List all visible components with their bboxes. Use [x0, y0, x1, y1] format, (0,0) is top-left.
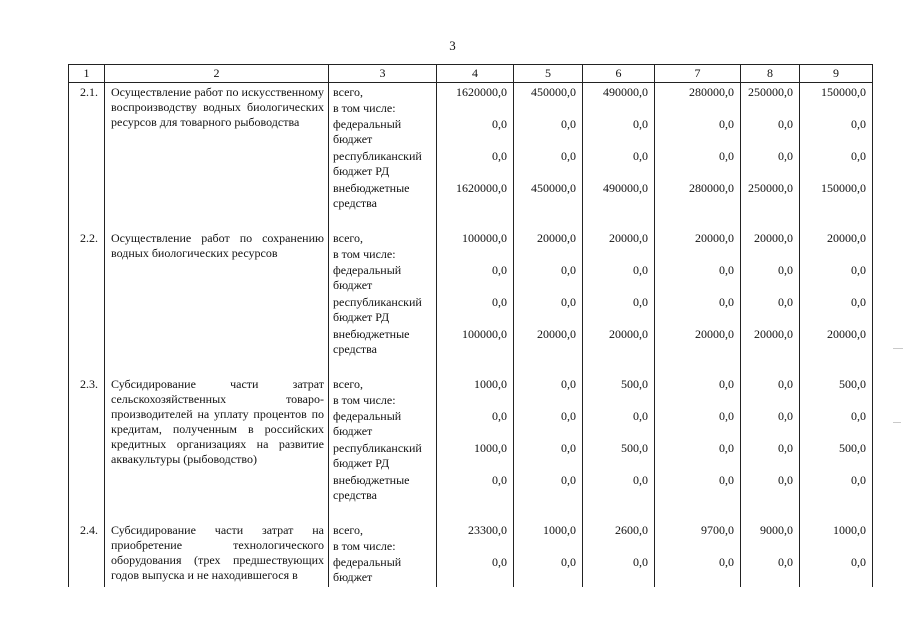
table-row	[69, 83, 873, 230]
amount-value: 250000,0	[748, 181, 793, 195]
amount-value	[655, 539, 734, 555]
amount-value	[800, 393, 866, 409]
column-number-4: 4	[437, 65, 514, 83]
amount-value: 20000,0	[609, 327, 648, 341]
year-value-column-4	[437, 83, 514, 230]
amount-value: 0,0	[492, 409, 507, 423]
funding-source-label: всего,	[333, 377, 364, 391]
column-number-8: 8	[741, 65, 800, 83]
funding-source-label: федеральный бюджет	[333, 409, 402, 438]
year-value-column-7	[655, 375, 741, 521]
amount-value: 500,0	[839, 377, 866, 391]
amount-value: 100000,0	[462, 231, 507, 245]
table-row	[69, 521, 873, 587]
year-value-column-4	[437, 521, 514, 587]
amount-value: 0,0	[851, 295, 866, 309]
year-value-column-6	[583, 83, 655, 230]
funding-source-label: федеральный бюджет	[333, 263, 402, 292]
amount-value: 280000,0	[689, 85, 734, 99]
table-row	[69, 375, 873, 521]
amount-value: 0,0	[778, 263, 793, 277]
amount-value: 150000,0	[821, 181, 866, 195]
amount-value	[437, 539, 507, 555]
amount-value	[437, 393, 507, 409]
amount-value: 0,0	[561, 473, 576, 487]
year-value-column-9	[800, 83, 873, 230]
amount-value: 0,0	[719, 295, 734, 309]
funding-source-label: всего,	[333, 231, 364, 245]
amount-value	[741, 393, 793, 409]
table-row	[69, 229, 873, 375]
amount-value	[514, 101, 576, 117]
amount-value	[583, 101, 648, 117]
program-funding-table	[68, 64, 873, 587]
amount-value: 9000,0	[760, 523, 793, 537]
amount-value: 0,0	[633, 473, 648, 487]
amount-value: 23300,0	[468, 523, 507, 537]
amount-value: 20000,0	[695, 231, 734, 245]
amount-value: 1000,0	[474, 441, 507, 455]
amount-value: 0,0	[719, 473, 734, 487]
funding-sources	[329, 229, 437, 375]
amount-value: 0,0	[492, 295, 507, 309]
item-number: 2.3.	[69, 375, 105, 521]
column-number-2: 2	[105, 65, 329, 83]
amount-value: 0,0	[851, 149, 866, 163]
funding-source-label: республиканский бюджет РД	[333, 441, 422, 470]
amount-value: 2600,0	[615, 523, 648, 537]
year-value-column-7	[655, 229, 741, 375]
amount-value	[514, 247, 576, 263]
amount-value: 0,0	[633, 263, 648, 277]
scan-mark-line	[893, 422, 901, 423]
year-value-column-8	[741, 83, 800, 230]
amount-value: 0,0	[719, 555, 734, 569]
amount-value: 0,0	[561, 149, 576, 163]
amount-value: 9700,0	[701, 523, 734, 537]
amount-value: 0,0	[719, 441, 734, 455]
amount-value	[514, 393, 576, 409]
column-number-6: 6	[583, 65, 655, 83]
amount-value: 0,0	[719, 409, 734, 423]
amount-value	[741, 247, 793, 263]
amount-value: 20000,0	[754, 327, 793, 341]
amount-value: 20000,0	[827, 327, 866, 341]
amount-value: 0,0	[561, 555, 576, 569]
funding-source-label: республиканский бюджет РД	[333, 295, 422, 324]
funding-source-label: в том числе:	[333, 393, 396, 407]
amount-value: 490000,0	[603, 181, 648, 195]
amount-value: 100000,0	[462, 327, 507, 341]
amount-value: 1000,0	[543, 523, 576, 537]
amount-value: 500,0	[621, 441, 648, 455]
funding-sources	[329, 375, 437, 521]
column-number-3: 3	[329, 65, 437, 83]
amount-value: 0,0	[851, 409, 866, 423]
amount-value: 0,0	[633, 409, 648, 423]
year-value-column-6	[583, 229, 655, 375]
activity-name: Осуществление работ по сохранению водных биологических ресурсов	[105, 229, 329, 375]
amount-value: 0,0	[719, 117, 734, 131]
funding-source-label: республиканский бюджет РД	[333, 149, 422, 178]
amount-value	[437, 101, 507, 117]
amount-value: 0,0	[633, 117, 648, 131]
year-value-column-7	[655, 521, 741, 587]
column-number-7: 7	[655, 65, 741, 83]
amount-value	[655, 101, 734, 117]
amount-value	[655, 247, 734, 263]
amount-value: 0,0	[719, 263, 734, 277]
funding-source-label: федеральный бюджет	[333, 117, 402, 146]
year-value-column-9	[800, 229, 873, 375]
amount-value: 500,0	[839, 441, 866, 455]
item-number: 2.4.	[69, 521, 105, 587]
column-number-1: 1	[69, 65, 105, 83]
amount-value: 0,0	[851, 473, 866, 487]
year-value-column-5	[514, 521, 583, 587]
amount-value: 0,0	[492, 149, 507, 163]
amount-value	[800, 247, 866, 263]
amount-value: 0,0	[561, 409, 576, 423]
amount-value	[437, 247, 507, 263]
amount-value: 250000,0	[748, 85, 793, 99]
amount-value: 0,0	[778, 149, 793, 163]
amount-value: 0,0	[561, 377, 576, 391]
year-value-column-4	[437, 229, 514, 375]
amount-value: 0,0	[719, 149, 734, 163]
amount-value: 1620000,0	[456, 85, 507, 99]
amount-value: 0,0	[778, 555, 793, 569]
amount-value: 20000,0	[537, 231, 576, 245]
year-value-column-8	[741, 375, 800, 521]
year-value-column-4	[437, 375, 514, 521]
year-value-column-6	[583, 521, 655, 587]
amount-value: 0,0	[778, 117, 793, 131]
amount-value	[583, 393, 648, 409]
year-value-column-8	[741, 521, 800, 587]
amount-value	[583, 539, 648, 555]
funding-sources	[329, 521, 437, 587]
amount-value: 20000,0	[827, 231, 866, 245]
amount-value: 150000,0	[821, 85, 866, 99]
amount-value: 0,0	[851, 117, 866, 131]
item-number: 2.1.	[69, 83, 105, 230]
activity-name: Субсидирование части затрат сельскохозяйственных товаро-производителей на уплату процентов по кредитам, полученным в российских кредитных организациях на развитие аквакультуры (рыбоводство)	[105, 375, 329, 521]
amount-value: 450000,0	[531, 181, 576, 195]
amount-value: 0,0	[492, 117, 507, 131]
funding-source-label: в том числе:	[333, 101, 396, 115]
amount-value: 1000,0	[833, 523, 866, 537]
page-number: 3	[449, 38, 456, 53]
amount-value: 1000,0	[474, 377, 507, 391]
funding-source-label: федеральный бюджет	[333, 555, 402, 584]
amount-value: 0,0	[633, 295, 648, 309]
amount-value: 0,0	[719, 377, 734, 391]
year-value-column-5	[514, 375, 583, 521]
year-value-column-5	[514, 229, 583, 375]
year-value-column-6	[583, 375, 655, 521]
funding-source-label: внебюджетные средства	[333, 473, 410, 502]
amount-value: 0,0	[492, 263, 507, 277]
year-value-column-7	[655, 83, 741, 230]
amount-value: 0,0	[561, 441, 576, 455]
amount-value: 20000,0	[754, 231, 793, 245]
year-value-column-9	[800, 521, 873, 587]
scan-mark-line	[893, 348, 903, 349]
funding-source-label: в том числе:	[333, 247, 396, 261]
amount-value: 0,0	[561, 117, 576, 131]
amount-value: 0,0	[561, 263, 576, 277]
amount-value: 0,0	[778, 441, 793, 455]
amount-value: 0,0	[561, 295, 576, 309]
amount-value: 0,0	[778, 295, 793, 309]
year-value-column-9	[800, 375, 873, 521]
amount-value: 0,0	[778, 409, 793, 423]
funding-source-label: всего,	[333, 85, 364, 99]
year-value-column-8	[741, 229, 800, 375]
item-number: 2.2.	[69, 229, 105, 375]
year-value-column-5	[514, 83, 583, 230]
amount-value: 500,0	[621, 377, 648, 391]
amount-value: 0,0	[778, 473, 793, 487]
funding-sources	[329, 83, 437, 230]
amount-value	[741, 101, 793, 117]
amount-value	[741, 539, 793, 555]
amount-value: 1620000,0	[456, 181, 507, 195]
funding-source-label: внебюджетные средства	[333, 181, 410, 210]
amount-value: 0,0	[492, 555, 507, 569]
amount-value: 0,0	[633, 149, 648, 163]
activity-name: Осуществление работ по искусственному воспроизводству водных биологических ресурсов для товарного рыбоводства	[105, 83, 329, 230]
amount-value: 0,0	[778, 377, 793, 391]
amount-value: 0,0	[851, 263, 866, 277]
amount-value	[655, 393, 734, 409]
amount-value: 20000,0	[609, 231, 648, 245]
column-number-row	[69, 65, 873, 83]
amount-value: 0,0	[851, 555, 866, 569]
amount-value: 490000,0	[603, 85, 648, 99]
amount-value: 20000,0	[537, 327, 576, 341]
activity-name: Субсидирование части затрат на приобретение технологического оборудования (трех предшествующих годов выпуска и не находившегося в	[105, 521, 329, 587]
amount-value	[800, 101, 866, 117]
amount-value: 280000,0	[689, 181, 734, 195]
amount-value	[800, 539, 866, 555]
funding-source-label: в том числе:	[333, 539, 396, 553]
amount-value	[583, 247, 648, 263]
amount-value: 450000,0	[531, 85, 576, 99]
amount-value: 0,0	[492, 473, 507, 487]
amount-value	[514, 539, 576, 555]
column-number-5: 5	[514, 65, 583, 83]
funding-source-label: всего,	[333, 523, 364, 537]
column-number-9: 9	[800, 65, 873, 83]
amount-value: 0,0	[633, 555, 648, 569]
funding-source-label: внебюджетные средства	[333, 327, 410, 356]
amount-value: 20000,0	[695, 327, 734, 341]
